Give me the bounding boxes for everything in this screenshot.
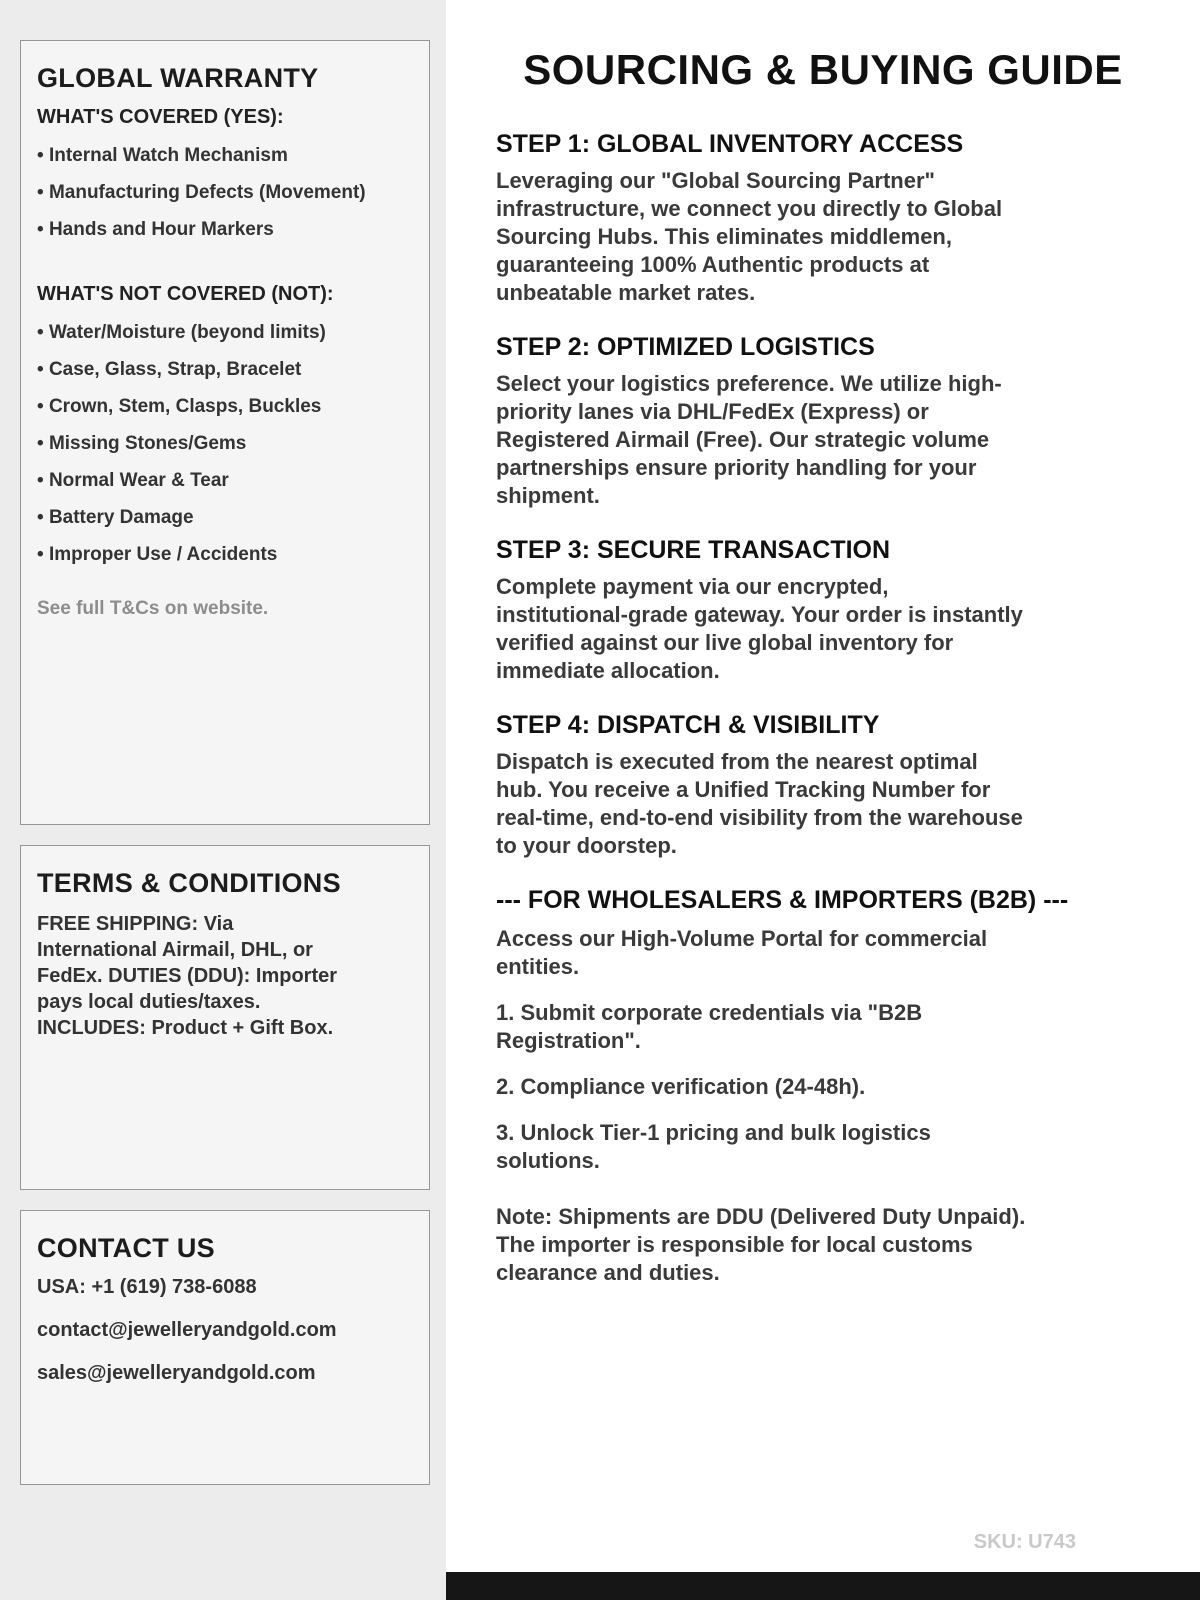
bottom-bar — [446, 1572, 1200, 1600]
step-3 — [496, 536, 1200, 685]
step-3-body: Complete payment via our encrypted, institutional-grade gateway. Your order is instantly verified against our live global inventory for immediate allocation. — [496, 574, 1023, 683]
b2b-item-1: 1. Submit corporate credentials via "B2B Registration". — [496, 1000, 923, 1053]
b2b-intro: Access our High-Volume Portal for commercial entities. — [496, 926, 988, 979]
b2b-item-3: 3. Unlock Tier-1 pricing and bulk logistics solutions. — [496, 1120, 931, 1173]
terms-body: FREE SHIPPING: Via International Airmail, DHL, or FedEx. DUTIES (DDU): Importer pays local duties/taxes. INCLUDES: Product + Gift Box. — [37, 913, 338, 1039]
list-item: • Normal Wear & Tear — [37, 470, 411, 492]
sku-label: SKU: U743 — [973, 1531, 1076, 1553]
covered-list — [37, 145, 411, 241]
not-covered-list — [37, 322, 411, 566]
main-content — [446, 0, 1200, 1600]
step-4-heading: STEP 4: DISPATCH & VISIBILITY — [496, 711, 880, 739]
list-item: • Crown, Stem, Clasps, Buckles — [37, 396, 411, 418]
contact-email-sales: sales@jewelleryandgold.com — [37, 1362, 316, 1384]
contact-phone: USA: +1 (619) 738-6088 — [37, 1276, 257, 1298]
list-item: • Water/Moisture (beyond limits) — [37, 322, 411, 344]
step-1-heading: STEP 1: GLOBAL INVENTORY ACCESS — [496, 130, 964, 158]
b2b-item-2: 2. Compliance verification (24-48h). — [496, 1074, 866, 1099]
not-covered-title: WHAT'S NOT COVERED (NOT): — [37, 283, 334, 305]
step-4-body: Dispatch is executed from the nearest optimal hub. You receive a Unified Tracking Number for real-time, end-to-end visibility from the warehouse to your doorstep. — [496, 749, 1023, 858]
terms-title: TERMS & CONDITIONS — [37, 868, 341, 898]
b2b-note: Note: Shipments are DDU (Delivered Duty Unpaid). The importer is responsible for local customs clearance and duties. — [496, 1204, 1026, 1285]
covered-title: WHAT'S COVERED (YES): — [37, 106, 284, 128]
contact-box — [20, 1210, 430, 1485]
step-4 — [496, 711, 1200, 860]
page-title: SOURCING & BUYING GUIDE — [523, 46, 1123, 93]
global-warranty-box — [20, 40, 430, 825]
b2b-section — [496, 886, 1200, 1287]
contact-email-primary: contact@jewelleryandgold.com — [37, 1319, 337, 1341]
list-item: • Case, Glass, Strap, Bracelet — [37, 359, 411, 381]
terms-box — [20, 845, 430, 1190]
sidebar — [0, 0, 446, 1600]
step-2 — [496, 333, 1200, 510]
step-2-body: Select your logistics preference. We utilize high-priority lanes via DHL/FedEx (Express) or Registered Airmail (Free). Our strategic volume partnerships ensure priority handling for your shipment. — [496, 371, 1002, 508]
list-item: • Battery Damage — [37, 507, 411, 529]
contact-title: CONTACT US — [37, 1233, 215, 1263]
step-1-body: Leveraging our "Global Sourcing Partner" infrastructure, we connect you directly to Global Sourcing Hubs. This eliminates middlemen, guaranteeing 100% Authentic products at unbeatable market rates. — [496, 168, 1003, 305]
step-1 — [496, 130, 1200, 307]
b2b-heading: --- FOR WHOLESALERS & IMPORTERS (B2B) --- — [496, 886, 1069, 914]
list-item: • Internal Watch Mechanism — [37, 145, 411, 167]
guide-content — [446, 130, 1200, 1287]
list-item: • Manufacturing Defects (Movement) — [37, 182, 411, 204]
step-3-heading: STEP 3: SECURE TRANSACTION — [496, 536, 891, 564]
step-2-heading: STEP 2: OPTIMIZED LOGISTICS — [496, 333, 875, 361]
list-item: • Improper Use / Accidents — [37, 544, 411, 566]
list-item: • Hands and Hour Markers — [37, 219, 411, 241]
warranty-footnote: See full T&Cs on website. — [37, 598, 269, 619]
list-item: • Missing Stones/Gems — [37, 433, 411, 455]
warranty-title: GLOBAL WARRANTY — [37, 63, 319, 93]
